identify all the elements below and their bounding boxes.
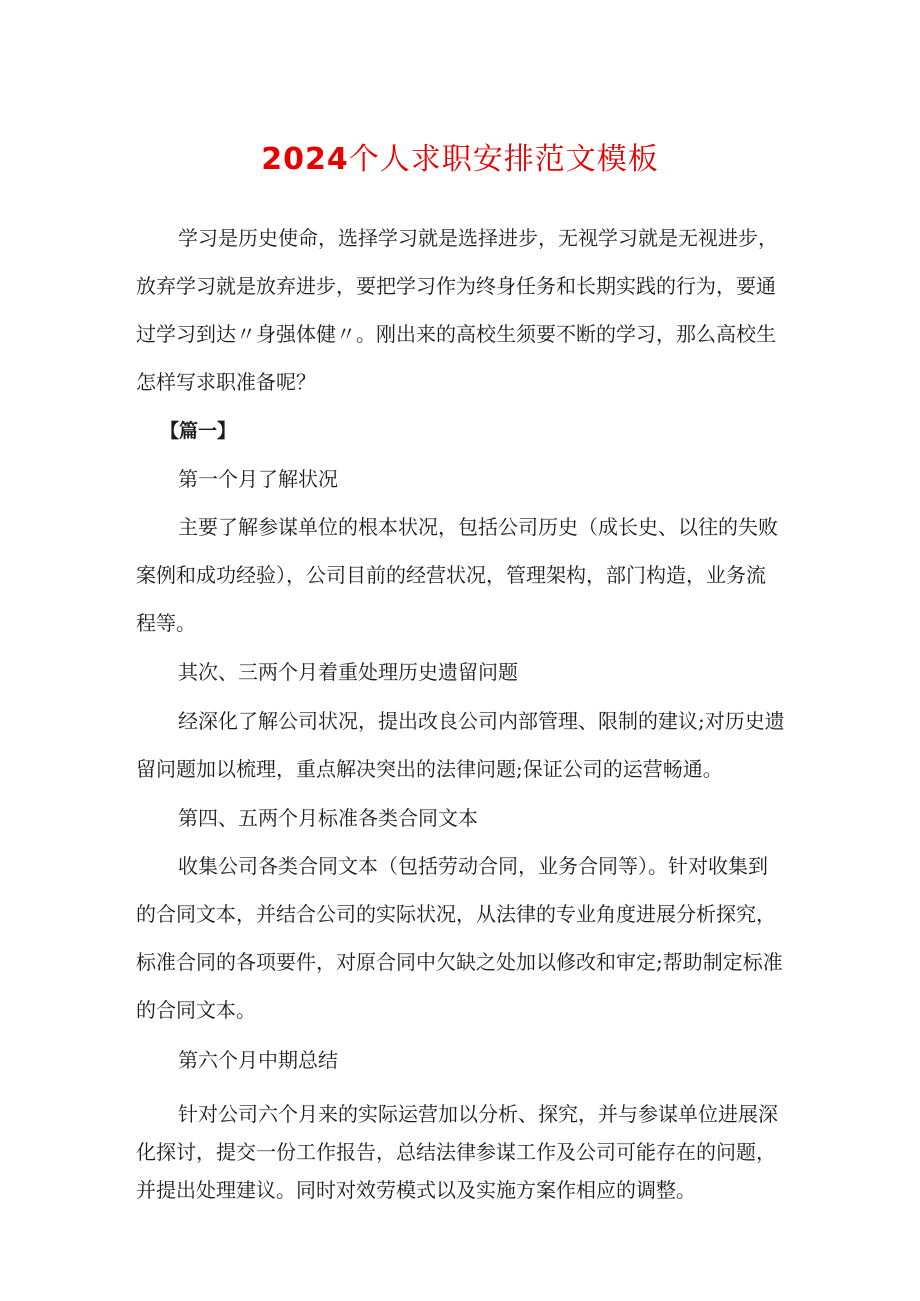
month6-heading: 第六个月中期总结: [178, 1048, 338, 1072]
month4-paragraph: [136, 842, 790, 1034]
month6-line: 针对公司六个月来的实际运营加以分析、探究，并与参谋单位进展深: [178, 1102, 778, 1126]
intro-line: 放弃学习就是放弃进步，要把学习作为终身任务和长期实践的行为，要通: [136, 274, 776, 298]
intro-line: 过学习到达〃身强体健〃。刚出来的高校生须要不断的学习，那么高校生: [136, 322, 776, 346]
month2-heading-block: [136, 648, 790, 696]
month1-heading-block: [136, 455, 790, 503]
section-label: 【篇一】: [160, 420, 237, 442]
month2-line: 留问题加以梳理，重点解决突出的法律问题;保证公司的运营畅通。: [136, 757, 723, 781]
month1-heading: 第一个月了解状况: [178, 467, 338, 491]
intro-line: 怎样写求职准备呢？: [136, 370, 316, 394]
month4-heading-block: [136, 794, 790, 842]
section-label-block: [136, 407, 790, 455]
intro-line: 学习是历史使命，选择学习就是选择进步，无视学习就是无视进步，: [178, 226, 778, 250]
document-title: [0, 138, 920, 182]
month4-line: 的合同文本。: [136, 998, 256, 1022]
month4-heading: 第四、五两个月标准各类合同文本: [178, 806, 478, 830]
month2-heading: 其次、三两个月着重处理历史遗留问题: [178, 660, 518, 684]
month6-heading-block: [136, 1036, 790, 1084]
title-text: 个人求职安排范文模板: [348, 142, 659, 177]
month2-line: 经深化了解公司状况，提出改良公司内部管理、限制的建议;对历史遗: [178, 709, 785, 733]
month1-line: 程等。: [136, 611, 196, 635]
intro-paragraph: [136, 214, 790, 406]
title-year: 2024: [261, 142, 349, 177]
month1-paragraph: [136, 503, 790, 647]
month2-paragraph: [136, 697, 790, 793]
month1-line: 主要了解参谋单位的根本状况，包括公司历史（成长史、以往的失败: [178, 515, 778, 539]
month1-line: 案例和成功经验），公司目前的经营状况，管理架构，部门构造，业务流: [136, 563, 766, 587]
month6-line: 并提出处理建议。同时对效劳模式以及实施方案作相应的调整。: [136, 1178, 696, 1202]
month4-line: 的合同文本，并结合公司的实际状况，从法律的专业角度进展分析探究，: [136, 902, 776, 926]
month6-line: 化探讨，提交一份工作报告，总结法律参谋工作及公司可能存在的问题，: [136, 1140, 776, 1164]
month4-line: 标准合同的各项要件，对原合同中欠缺之处加以修改和审定;帮助制定标准: [136, 950, 783, 974]
month6-paragraph: [136, 1095, 790, 1209]
month4-line: 收集公司各类合同文本（包括劳动合同，业务合同等）。针对收集到: [178, 854, 768, 878]
